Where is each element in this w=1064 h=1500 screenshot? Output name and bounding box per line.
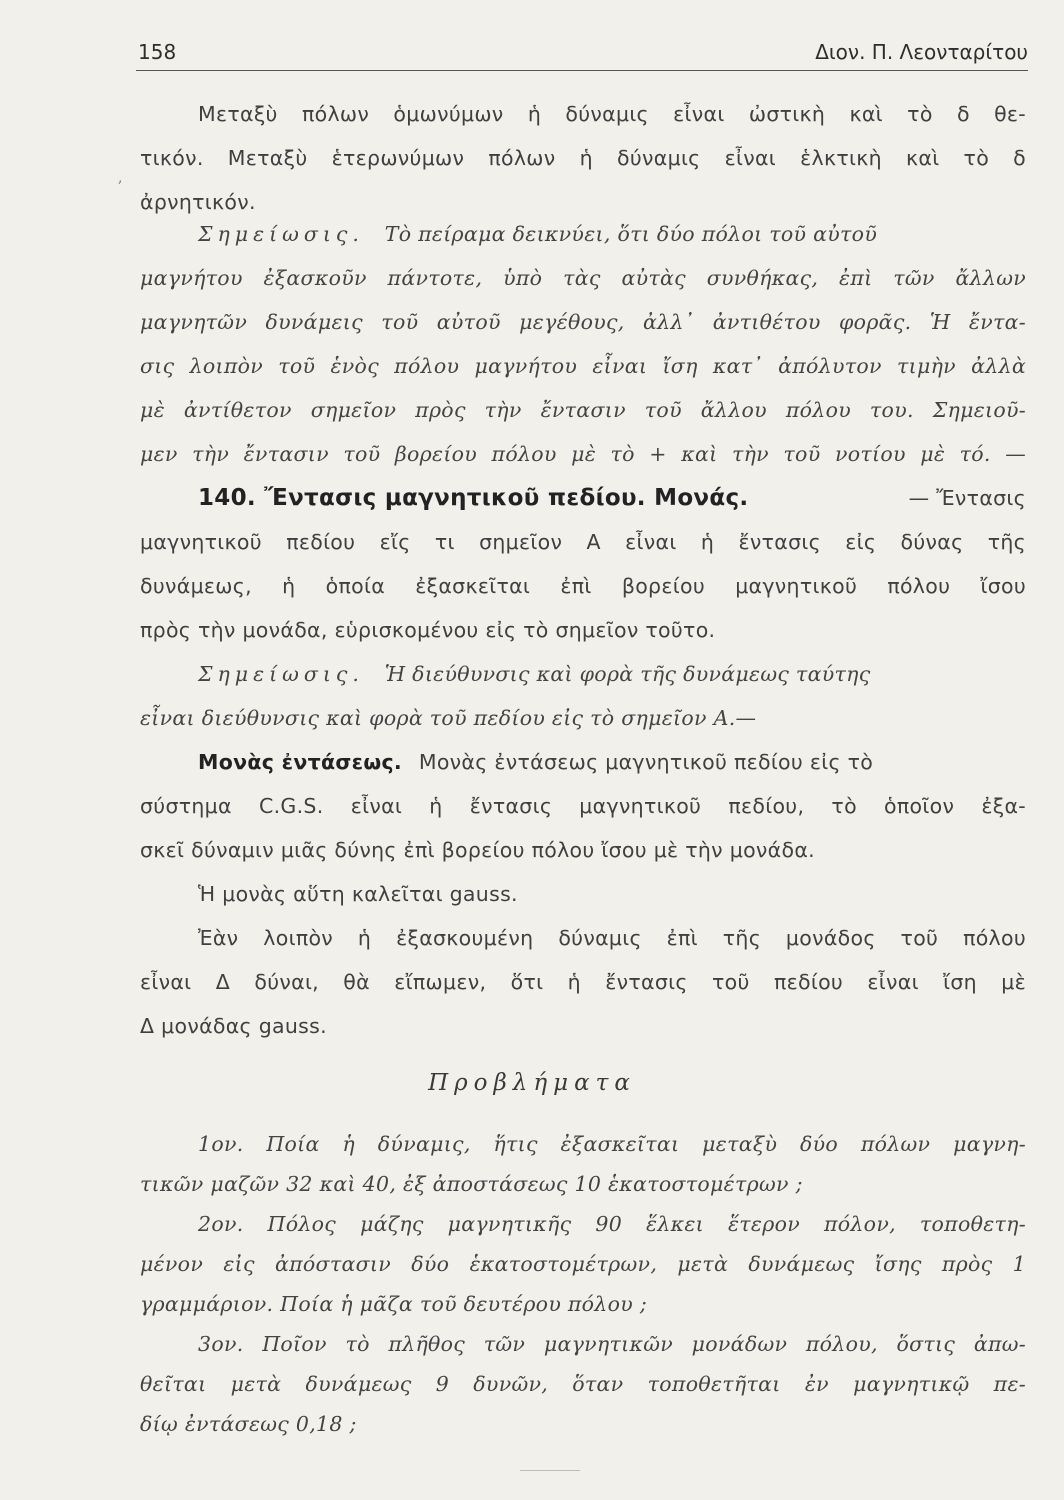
body-line: ἀρνητικόν. — [140, 190, 256, 214]
body-line: μαγνητικοῦ πεδίου εἴς τι σημεῖον Α εἶναι ἡ ἔντασις εἰς δύνας τῆς — [140, 530, 1026, 554]
page-header — [136, 38, 1028, 71]
body-line: σις λοιπὸν τοῦ ἑνὸς πόλου μαγνήτου εἶναι ἴση κατ᾽ ἀπόλυτον τιμὴν ἀλλὰ — [140, 354, 1026, 378]
body-line: δυνάμεως, ἡ ὁποία ἐξασκεῖται ἐπὶ βορείου μαγνητικοῦ πόλου ἴσου — [140, 574, 1026, 598]
body-line: Δ μονάδας gauss. — [140, 1014, 327, 1038]
unit-text: Μονὰς ἐντάσεως μαγνητικοῦ πεδίου εἰς τὸ — [418, 750, 874, 774]
body-line: τικόν. Μεταξὺ ἑτερωνύμων πόλων ἡ δύναμις εἶναι ἑλκτικὴ καὶ τὸ δ — [140, 146, 1026, 170]
heading-tail: — Ἔντασις — [908, 486, 1026, 510]
note-label: Σημείωσις. — [198, 662, 364, 686]
body-line: Μεταξὺ πόλων ὁμωνύμων ἡ δύναμις εἶναι ὠστικὴ καὶ τὸ δ θε- — [198, 102, 1026, 126]
margin-mark: , — [118, 170, 123, 186]
end-rule — [520, 1470, 580, 1471]
body-line: μεν τὴν ἔντασιν τοῦ βορείου πόλου μὲ τὸ + καὶ τὴν τοῦ νοτίου μὲ τό. — — [140, 442, 1026, 466]
section-heading-line — [198, 482, 1026, 514]
body-line: πρὸς τὴν μονάδα, εὑρισκομένου εἰς τὸ σημεῖον τοῦτο. — [140, 618, 716, 642]
problem-line: 3ον. Ποῖον τὸ πλῆθος τῶν μαγνητικῶν μονάδων πόλου, ὅστις ἀπω- — [198, 1332, 1026, 1356]
problem-line: 1ον. Ποία ἡ δύναμις, ἥτις ἐξασκεῖται μεταξὺ δύο πόλων μαγνη- — [198, 1132, 1026, 1156]
body-line: Ἐὰν λοιπὸν ἡ ἐξασκουμένη δύναμις ἐπὶ τῆς μονάδος τοῦ πόλου — [198, 926, 1026, 950]
problem-line: θεῖται μετὰ δυνάμεως 9 δυνῶν, ὅταν τοποθετῆται ἐν μαγνητικῷ πε- — [140, 1372, 1026, 1396]
problem-line: 2ον. Πόλος μάζης μαγνητικῆς 90 ἕλκει ἕτερον πόλον, τοποθετη- — [198, 1212, 1026, 1236]
body-line: σκεῖ δύναμιν μιᾶς δύνης ἐπὶ βορείου πόλου ἴσου μὲ τὴν μονάδα. — [140, 838, 815, 862]
running-head: Διον. Π. Λεονταρίτου — [815, 40, 1028, 64]
unit-heading-line — [198, 746, 1026, 778]
problem-line: γραμμάριον. Ποία ἡ μᾶζα τοῦ δευτέρου πόλου ; — [140, 1292, 648, 1316]
problem-line: τικῶν μαζῶν 32 καὶ 40, ἐξ ἀποστάσεως 10 ἑκατοστομέτρων ; — [140, 1172, 803, 1196]
note-text: Ἡ διεύθυνσις καὶ φορὰ τῆς δυνάμεως ταύτης — [384, 662, 871, 686]
body-line: σύστημα C.G.S. εἶναι ἡ ἔντασις μαγνητικοῦ πεδίου, τὸ ὁποῖον ἐξα- — [140, 794, 1026, 818]
note-line — [198, 218, 1026, 250]
body-line: μαγνήτου ἐξασκοῦν πάντοτε, ὑπὸ τὰς αὐτὰς συνθήκας, ἐπὶ τῶν ἄλλων — [140, 266, 1026, 290]
note-text: Τὸ πείραμα δεικνύει, ὅτι δύο πόλοι τοῦ αὐτοῦ — [384, 222, 878, 246]
note-line — [198, 658, 1026, 690]
problems-title: Προβλήματα — [428, 1070, 636, 1096]
body-line: μὲ ἀντίθετον σημεῖον πρὸς τὴν ἔντασιν τοῦ ἄλλου πόλου του. Σημειοῦ- — [140, 398, 1026, 422]
body-line: μαγνητῶν δυνάμεις τοῦ αὐτοῦ μεγέθους, ἀλλ᾽ ἀντιθέτου φορᾶς. Ἡ ἔντα- — [140, 310, 1026, 334]
problem-line: δίῳ ἐντάσεως 0,18 ; — [140, 1412, 357, 1436]
note-label: Σημείωσις. — [198, 222, 364, 246]
body-line: εἶναι Δ δύναι, θὰ εἴπωμεν, ὅτι ἡ ἔντασις τοῦ πεδίου εἶναι ἴση μὲ — [140, 970, 1026, 994]
section-heading: 140. Ἔντασις μαγνητικοῦ πεδίου. Μονάς. — [198, 485, 749, 511]
page-number: 158 — [138, 40, 177, 64]
body-line: εἶναι διεύθυνσις καὶ φορὰ τοῦ πεδίου εἰς τὸ σημεῖον Α.— — [140, 706, 757, 730]
unit-heading: Μονὰς ἐντάσεως. — [198, 750, 402, 774]
problem-line: μένον εἰς ἀπόστασιν δύο ἑκατοστομέτρων, μετὰ δυνάμεως ἴσης πρὸς 1 — [140, 1252, 1026, 1276]
body-line: Ἡ μονὰς αὕτη καλεῖται gauss. — [198, 882, 518, 906]
